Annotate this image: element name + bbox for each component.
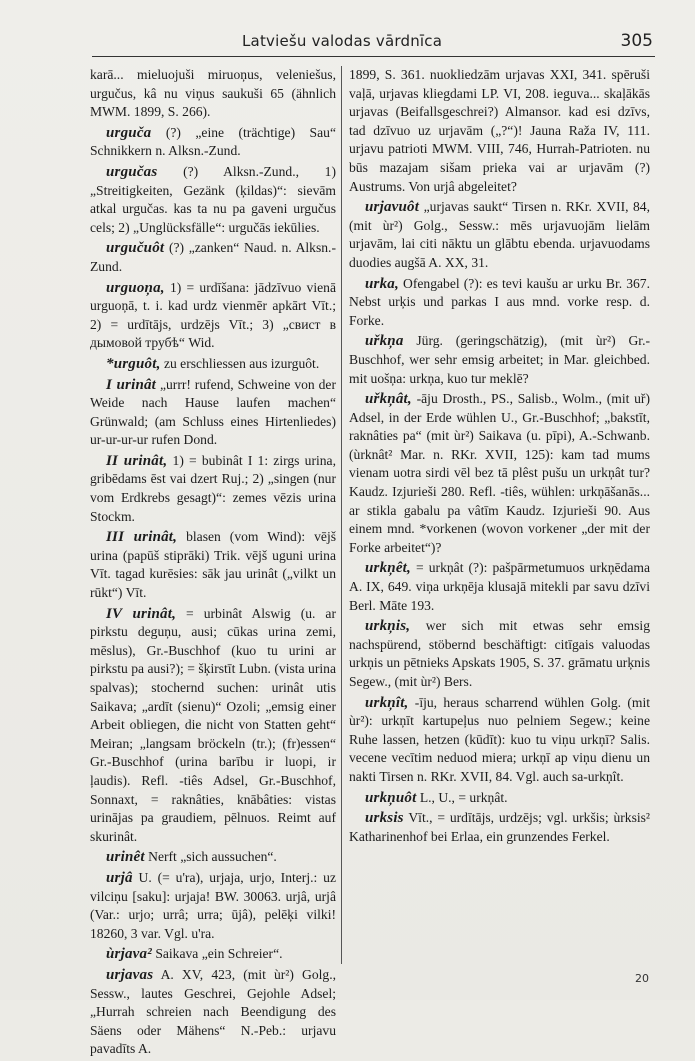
dictionary-entry [90, 966, 336, 1059]
entry-body: wer sich mit etwas sehr emsig nachspürend, stöbernd beschäftigt: citīgais valuodas urkņis un pētnieks Apskats 1905, S. 37. grāmatu urķnis Segew., (mit ùr²) Bers. [349, 618, 650, 689]
dictionary-entry [90, 163, 336, 237]
entry-headword: III urinât, [106, 529, 178, 546]
entry-headword: urksis [365, 810, 404, 827]
entry-body: (?) „eine (trächtige) Sau“ Schnikkern n. Alksn.-Zund. [90, 124, 336, 159]
entry-body: A. XV, 423, (mit ùr²) Golg., Sessw., lautes Geschrei, Gejohle Adsel; „Hurrah schreien nach Beendigung des Säens oder Mähens“ N.-Peb.: urjavu pavadīts A. [90, 966, 336, 1057]
entry-headword: ùrjava² [106, 946, 152, 963]
dictionary-entry [90, 355, 336, 374]
running-title: Latviešu valodas vārdnīca [242, 32, 443, 50]
entry-headword: I urinât [106, 376, 157, 393]
dictionary-entry [349, 275, 650, 331]
entry-body: „urrr! rufend, Schweine von der Weide nach Hause laufen machen“ Grünwald; (am Schluss eines Hirtenliedes) ur-ur-ur-ur rufen Dond. [90, 376, 336, 448]
left-column [90, 66, 336, 1061]
entry-headword: urguoņa, [106, 279, 165, 296]
dictionary-entry [90, 124, 336, 161]
entry-headword: urkņuôt [365, 789, 417, 806]
entry-headword: urgučas [106, 163, 158, 180]
entry-body: -īju, heraus scharrend wühlen Golg. (mit ùr²): urkņīt kartupeļus nuo pelniem Segew.; keine Ruhe lassen, hetzen (kūdīt): kuo tu viņu urkņī? Salis. vecene vecītim neduod miera; urkņī ap viņu dienu un nakti Tirsen n. RKr. XVII, 84. Vgl. auch sa-urkņît. [349, 694, 650, 784]
entry-headword: II urinât, [106, 452, 168, 469]
entry-body: zu erschliessen aus izurguôt. [163, 355, 320, 371]
dictionary-entry [90, 239, 336, 276]
dictionary-entry [349, 66, 650, 196]
entry-headword: urkņît, [365, 694, 409, 711]
entry-headword: uřkņa [365, 333, 404, 350]
entry-headword: *urguôt, [106, 355, 161, 372]
entry-body: karā... mieluojuši miruoņus, veleniešus, urgučus, kâ nu viņus saukuši 65 (ähnlich MWM. 1899, S. 266). [90, 67, 336, 120]
entry-body: 1899, S. 361. nuokliedzām urjavas XXI, 341. spēruši vaļā, urjavas kliegdami LP. VI, 208. ieguva... skaļākās urjavas (Beifallsgeschrei?) Almansor. kad esi dzīvs, tad dzīvuo uz urjavām („?“)! Jauna Raža IV, 111. urjavu patrioti MWM. VIII, 746, Hurrah-Patrioten. nu būs mazajam sišam prieka vai ar urjavām (?) Austrums. Von urjâ abgeleitet? [349, 67, 650, 194]
column-divider [341, 66, 342, 964]
page-header [92, 32, 655, 57]
entry-headword: urka, [365, 275, 399, 292]
entry-headword: urjavuôt [365, 199, 420, 216]
entry-headword: IV urinât, [106, 605, 177, 622]
entry-body: Ofengabel (?): es tevi kaušu ar urku Br. 367. Nebst urķis und parkas I aus mnd. vorke resp. d. Forke. [349, 275, 650, 328]
entry-body: U. (= u'ra), urjaja, urjo, Interj.: uz vilciņu [saku]: urjaja! BW. 30063. urjâ, urjâ (Var.: urjo; urrâ; urra; ūjâ), pelēķi vilki! 18260, 3 var. Vgl. u'ra. [90, 869, 336, 941]
entry-headword: urinêt [106, 849, 145, 866]
dictionary-entry [90, 452, 336, 526]
dictionary-entry [90, 66, 336, 122]
entry-body: Jürg. (geringschätzig), (mit ùr²) Gr.-Buschhof, wer sehr emsig arbeitet; in Mar. gleichbed. mit uošņa: urkņa, kuo tur meklē? [349, 333, 650, 386]
dictionary-entry [349, 559, 650, 615]
dictionary-entry [349, 789, 650, 808]
dictionary-entry [90, 279, 336, 353]
dictionary-entry [349, 198, 650, 272]
page-number: 305 [620, 31, 653, 51]
dictionary-entry [349, 390, 650, 557]
entry-headword: urjavas [106, 966, 154, 983]
dictionary-entry [349, 809, 650, 846]
dictionary-entry [90, 605, 336, 847]
entry-body: (?) Alksn.-Zund., 1) „Streitigkeiten, Gezänk (ķildas)“: sievām atkal urgučas. kas ta nu pa gaveni urgučus cels; 2) „Unglücksfälle“: urgučās iekūlies. [90, 163, 336, 235]
entry-body: blasen (vom Wind): vējš urina (papūš stiprāki) Trik. vējš uguni urina Vīt. tagad kurēsies: sāk jau urinât („vilkt un rūkt“) Vīt. [90, 529, 337, 601]
entry-body: 1) = bubinât I 1: zirgs urina, gribēdams ēst vai dzert Ruj.; 2) „singen (nur vom Erdkrebs gesagt)“: zemes vēzis urina Stockm. [90, 452, 336, 524]
entry-headword: urkņis, [365, 618, 411, 635]
dictionary-entry [90, 869, 336, 943]
entry-body: 1) = urdīšana: jādzīvuo vienā urguoņā, t. i. kad urdz vienmēr apkārt Vīt.; 2) = urdītājs, urdzējs Vīt.; 3) „свист в дымовой трубѣ“ Wid. [90, 279, 336, 351]
entry-headword: uřkņât, [365, 391, 412, 408]
dictionary-entry [90, 945, 336, 964]
entry-body: Nerft „sich aussuchen“. [148, 849, 277, 865]
right-column [349, 66, 650, 848]
entry-body: Saikava „ein Schreier“. [155, 946, 283, 962]
entry-body: „urjavas saukt“ Tirsen n. RKr. XVII, 84, (mit ùr²) Golg., Sessw.: mēs urjavuojām lielām urjavām, lai citi nāktu un glābtu ebenda. urjavuodams duodies augšā A. XX, 31. [349, 199, 650, 270]
entry-body: = urbinât Alswig (u. ar pirkstu deguņu, ausi; cūkas urina zemi, mēslus), Gr.-Buschhof (kuo tu urini ar pirkstu pa ausi?); = šķirstīt Lubn. (vista urina spalvas); stochernd suchen: urinât utis Saikava; „ardīt (sienu)“ Ozoli; „emsig einer Arbeit obliegen, die nicht von Statten geht“ Meiran; „langsam bröckeln (tr.); (fr)essen“ Gr.-Buschhof (urina barību ir luopi, ir ļaudis). Refl. -tiês Adsel, Gr.-Buschhof, Sonnaxt, = raknâties, knābâties: vistas urinājas pa graudiem, pēlnuos. Reimt auf skurinât. [90, 605, 336, 844]
entry-headword: urguča [106, 124, 152, 141]
entry-body: -āju Drosth., PS., Salisb., Wolm., (mit uř) Adsel, in der Erde wühlen U., Gr.-Buschhof; „bakstīt, raknâties pa“ (mit ùr²) Saikava (u. pīpi), A.-Schwanb. (ùrknât² Mar. n. RKr. XVII, 125): kam tad mums vienam uotra sirdi vēl bez tā plêst pušu un urkņât tur? Kaudz. Izjurieši 280. Refl. -tiês, wühlen: urkņāšanās... ar stikla gabalu pa vâtīm Kaudz. Izjurieši 90. Aus einem mnd. *vorkenen (wovon vorkener „der mit der Forke arbeitet“)? [349, 391, 650, 555]
entry-body: Vīt., = urdītājs, urdzējs; vgl. urkšis; ùrksis² Katharinenhof bei Erlaa, ein grunzendes Ferkel. [349, 810, 651, 844]
entry-headword: urkņêt, [365, 560, 411, 577]
entry-body: (?) „zanken“ Naud. n. Alksn.-Zund. [90, 240, 336, 274]
entry-headword: urjâ [106, 869, 133, 886]
dictionary-entry [349, 617, 650, 691]
entry-body: L., U., = urkņât. [419, 789, 508, 805]
dictionary-entry [349, 332, 650, 388]
dictionary-entry [90, 376, 336, 450]
dictionary-entry [349, 694, 650, 787]
signature-mark: 20 [635, 972, 649, 985]
entry-headword: urgučuôt [106, 240, 165, 257]
dictionary-entry [90, 528, 336, 602]
entry-body: = urkņât (?): pašpārmetumuos urkņēdama A. IX, 649. viņa urkņēja klusajā mitekli par savu dzīvi Berl. Māte 193. [349, 560, 650, 613]
dictionary-entry [90, 848, 336, 867]
